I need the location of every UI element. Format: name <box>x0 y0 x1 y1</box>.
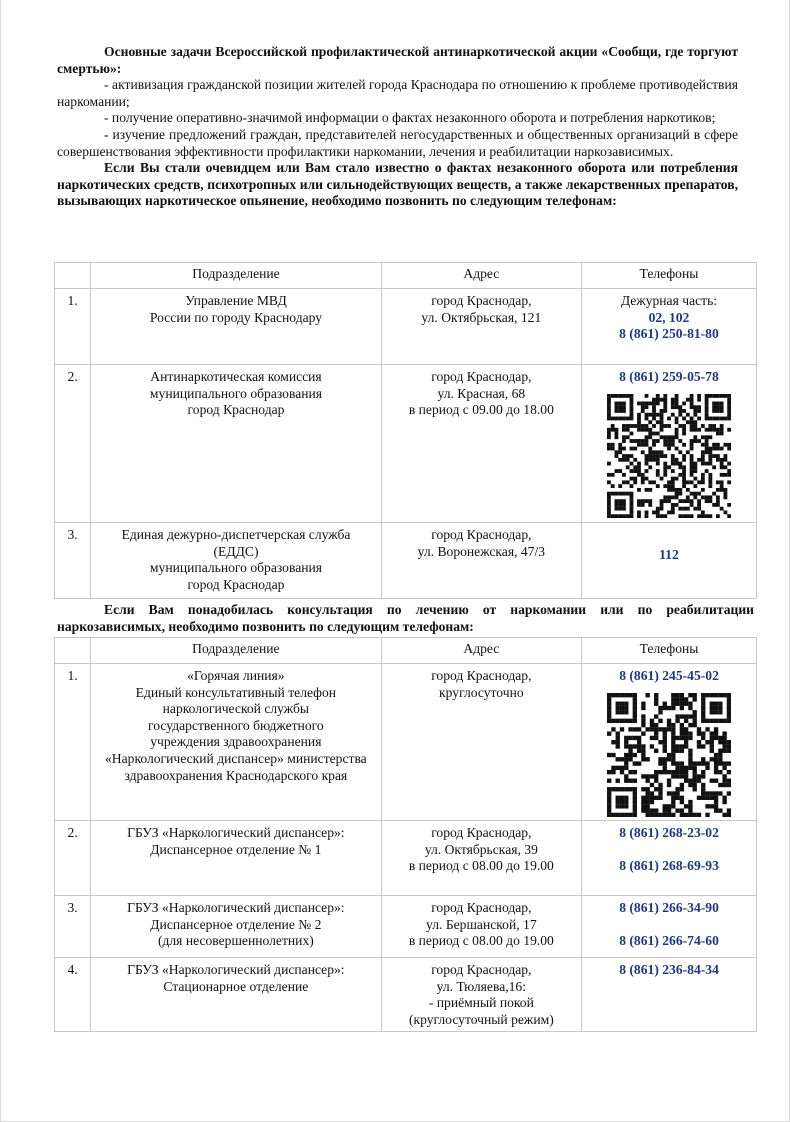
phone-number[interactable]: 112 <box>659 547 679 563</box>
address-line: - приёмный покой <box>428 995 534 1011</box>
address-line: ул. Октябрьская, 39 <box>424 841 538 857</box>
phone-spacer <box>585 917 753 934</box>
phones-cell <box>582 664 757 821</box>
division-line: Диспансерное отделение № 1 <box>150 841 322 857</box>
division-line: муниципального образования <box>149 560 323 576</box>
phone-number[interactable]: 8 (861) 259-05-78 <box>619 369 719 384</box>
header-num <box>55 638 91 664</box>
division-line: ГБУЗ «Наркологический диспансер»: <box>127 825 345 840</box>
division-line: учреждения здравоохранения <box>150 734 322 750</box>
phone-number[interactable]: 8 (861) 245-45-02 <box>619 668 719 683</box>
division-line: России по городу Краснодару <box>149 309 323 325</box>
table-row <box>55 523 757 599</box>
row-number: 1. <box>55 289 91 365</box>
division-line: Антинаркотическая комиссия <box>150 369 322 384</box>
address-line: город Краснодар, <box>431 369 532 384</box>
phone-spacer <box>585 842 753 859</box>
division-line: ГБУЗ «Наркологический диспансер»: <box>127 962 345 977</box>
division-line: Стационарное отделение <box>163 978 309 994</box>
table-row <box>55 289 757 365</box>
phone-number[interactable]: 8 (861) 266-34-90 <box>619 900 719 915</box>
address-line: город Краснодар, <box>431 668 532 683</box>
phone-number[interactable]: 8 (861) 268-23-02 <box>619 825 719 840</box>
phones-cell <box>581 365 756 523</box>
address-line: ул. Тюляева,16: <box>436 978 527 994</box>
phones-cell <box>581 523 756 599</box>
table-header-row <box>55 638 757 664</box>
header-num <box>55 263 91 289</box>
address-cell <box>381 664 581 821</box>
division-cell <box>91 664 382 821</box>
division-line: государственного бюджетного <box>148 717 324 733</box>
table-row <box>55 365 757 523</box>
address-line: в период с 08.00 до 19.00 <box>408 933 554 949</box>
header-phones: Телефоны <box>582 638 757 664</box>
address-line: (круглосуточный режим) <box>408 1011 554 1027</box>
division-cell <box>91 523 382 599</box>
phone-number[interactable]: 8 (861) 266-74-60 <box>619 933 719 949</box>
division-line: здравоохранения Краснодарского края <box>124 767 348 783</box>
police-contacts-table <box>54 262 757 599</box>
table-header-row <box>55 263 757 289</box>
intro-task-3: - изучение предложений граждан, представителей негосударственных и общественных организаций в сфере совершенствования эффективности профилактики наркомании, лечения и реабилитации наркозависимых. <box>57 126 738 159</box>
address-line: в период с 08.00 до 19.00 <box>408 858 554 874</box>
address-line: город Краснодар, <box>431 293 532 308</box>
table-row <box>55 664 757 821</box>
row-number: 2. <box>55 365 91 523</box>
intro-task-1: - активизация гражданской позиции жителей города Краснодара по отношению к проблеме противодействия наркомании; <box>57 77 738 109</box>
row-number: 3. <box>55 523 91 599</box>
division-cell <box>91 289 382 365</box>
phone-number[interactable]: 8 (861) 268-69-93 <box>619 858 719 874</box>
division-line: Единая дежурно-диспетчерская служба <box>121 527 351 542</box>
address-line: ул. Бершанской, 17 <box>426 916 537 932</box>
address-cell <box>381 821 581 896</box>
header-address: Адрес <box>381 263 581 289</box>
address-line: ул. Октябрьская, 121 <box>421 309 542 325</box>
row-number: 4. <box>55 958 91 1032</box>
table-row <box>55 896 757 958</box>
address-line: город Краснодар, <box>431 825 532 840</box>
phone-number[interactable]: 8 (861) 236-84-34 <box>619 962 719 977</box>
address-cell <box>381 289 581 365</box>
division-line: муниципального образования <box>149 385 323 401</box>
appeal-report: Если Вы стали очевидцем или Вам стало известно о фактах незаконного оборота или потребления наркотических средств, психотропных или сильнодействующих веществ, а также лекарственных препаратов, вызывающих наркотическое опьянение, необходимо позвонить по следующим телефонам: <box>57 160 738 209</box>
qr-code-icon[interactable] <box>607 394 731 518</box>
address-line: город Краснодар, <box>431 900 532 915</box>
phone-number[interactable]: 8 (861) 250-81-80 <box>619 326 719 342</box>
division-line: Единый консультативный телефон <box>135 684 337 700</box>
table-row <box>55 958 757 1032</box>
division-line: Диспансерное отделение № 2 <box>150 916 322 932</box>
division-line: наркологической службы <box>162 701 310 717</box>
address-cell <box>381 365 581 523</box>
intro-heading: Основные задачи Всероссийской профилактической антинаркотической акции «Сообщи, где торгуют смертью»: <box>57 44 738 76</box>
division-line: город Краснодар <box>187 402 285 418</box>
row-number: 2. <box>55 821 91 896</box>
phones-cell <box>581 289 756 365</box>
division-line: Управление МВД <box>185 293 287 308</box>
address-line: круглосуточно <box>439 684 524 700</box>
phones-cell <box>582 821 757 896</box>
division-cell <box>91 896 382 958</box>
division-cell <box>91 958 382 1032</box>
header-division: Подразделение <box>91 263 382 289</box>
division-line: город Краснодар <box>187 576 285 592</box>
address-line: ул. Красная, 68 <box>437 385 526 401</box>
treatment-contacts-table <box>54 637 757 1032</box>
address-cell <box>381 896 581 958</box>
division-cell <box>91 365 382 523</box>
phones-cell <box>582 896 757 958</box>
header-address: Адрес <box>381 638 581 664</box>
header-division: Подразделение <box>91 638 382 664</box>
address-line: город Краснодар, <box>431 962 532 977</box>
row-number: 3. <box>55 896 91 958</box>
intro-section <box>57 44 738 210</box>
phone-label: Дежурная часть: <box>620 293 718 308</box>
division-line: (для несовершеннолетних) <box>157 933 314 949</box>
phones-cell <box>582 958 757 1032</box>
phone-number[interactable]: 02, 102 <box>648 309 690 325</box>
division-line: «Наркологический диспансер» министерства <box>105 750 367 766</box>
division-line: «Горячая линия» <box>187 668 285 683</box>
address-cell <box>381 958 581 1032</box>
division-cell <box>91 821 382 896</box>
address-line: ул. Воронежская, 47/3 <box>417 543 546 559</box>
qr-code-icon[interactable] <box>607 693 731 817</box>
division-line: (ЕДДС) <box>213 543 259 559</box>
intro-task-2: - получение оперативно-значимой информации о фактах незаконного оборота и потребления наркотиков; <box>104 110 716 126</box>
appeal-treatment-section <box>57 602 754 635</box>
row-number: 1. <box>55 664 91 821</box>
address-line: город Краснодар, <box>431 527 532 542</box>
division-line: ГБУЗ «Наркологический диспансер»: <box>127 900 345 915</box>
address-line: в период с 09.00 до 18.00 <box>408 402 554 418</box>
address-cell <box>381 523 581 599</box>
header-phones: Телефоны <box>581 263 756 289</box>
appeal-treatment: Если Вам понадобилась консультация по лечению от наркомании или по реабилитации наркозависимых, необходимо позвонить по следующим телефонам: <box>57 602 754 634</box>
table-row <box>55 821 757 896</box>
page-edge-left <box>0 0 1 1122</box>
